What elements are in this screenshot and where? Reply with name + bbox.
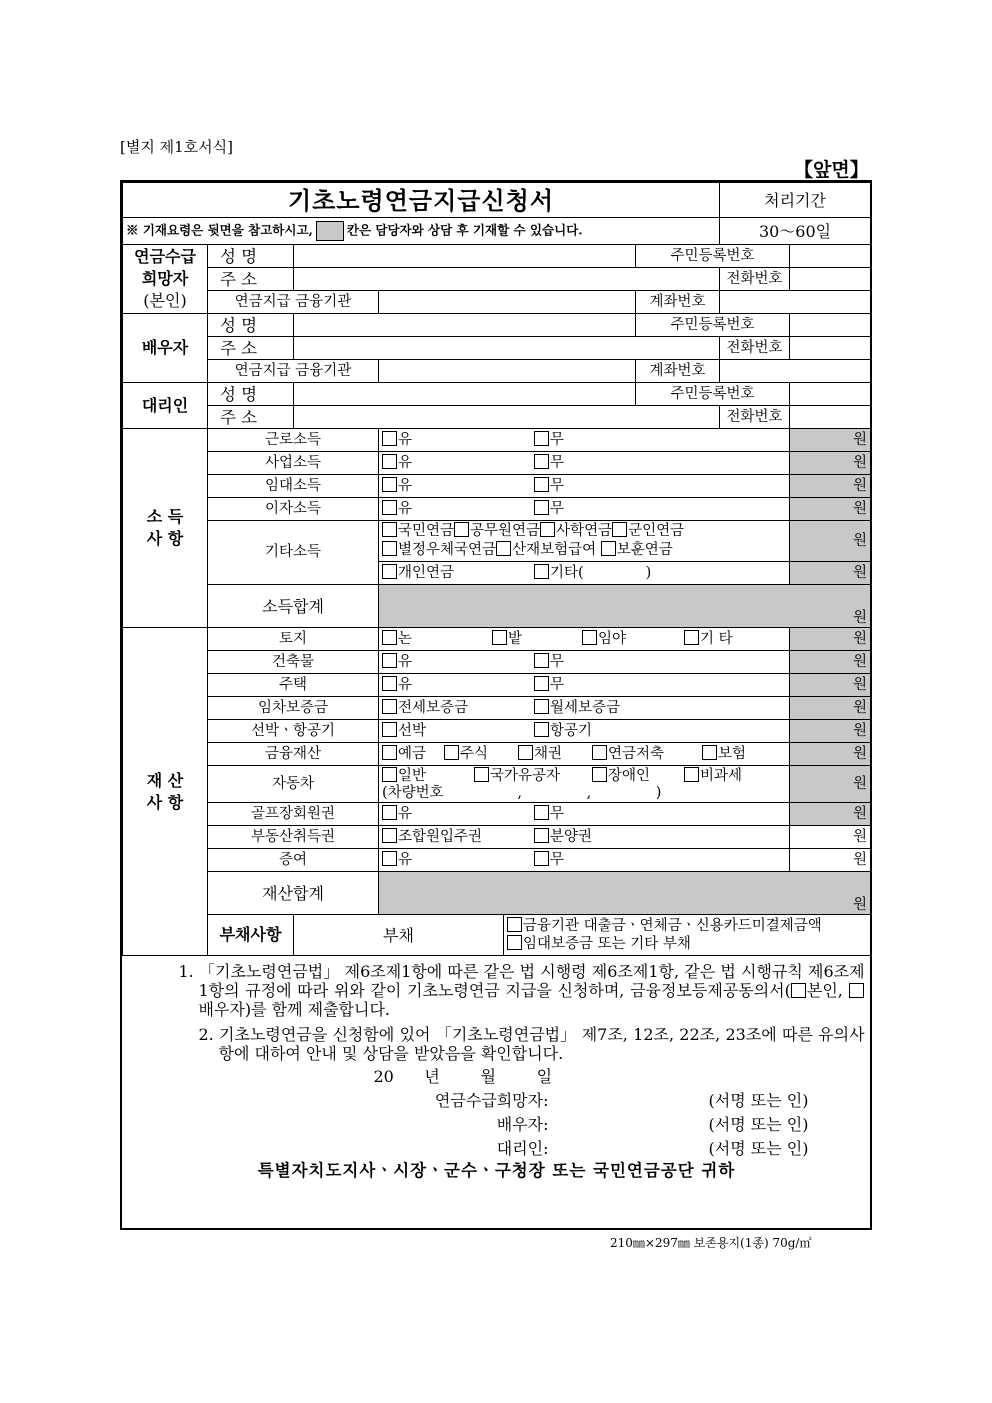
building-yes-checkbox[interactable]: 유 [382,653,534,671]
applicant-phone-label: 전화번호 [720,268,790,291]
interest-no-checkbox[interactable]: 무 [534,500,564,518]
signer-agent: 대리인: (서명 또는 인) [129,1137,865,1161]
spouse-address-field[interactable] [294,337,720,360]
jeonse-deposit-checkbox[interactable]: 전세보증금 [382,699,534,717]
application-form [120,180,872,1230]
applicant-rrn-label: 주민등록번호 [636,245,790,268]
civil-pension-checkbox[interactable]: 공무원연금 [454,523,540,539]
post-office-pension-checkbox[interactable]: 별정우체국연금 [382,542,496,558]
loan-debt-checkbox[interactable]: 금융기관 대출금ㆍ연체금ㆍ신용카드미결제금액 [507,918,822,934]
realestate-right-options [379,826,790,849]
car-label: 자동차 [208,766,379,803]
form-title: 기초노령연금지급신청서 [123,183,720,218]
agent-phone-label: 전화번호 [720,406,790,429]
agent-section-label: 대리인 [123,383,208,429]
ship-aircraft-label: 선박ㆍ항공기 [208,720,379,743]
house-amount[interactable]: 원 [790,674,871,697]
consent-spouse-checkbox[interactable] [849,983,864,998]
other-income-misc-amount[interactable]: 원 [790,562,871,585]
income-section-label: 소 득 사 항 [123,429,208,628]
spouse-rrn-label: 주민등록번호 [636,314,790,337]
applicant-phone-field[interactable] [790,268,871,291]
applicant-bank-label: 연금지급 금융기관 [208,291,379,314]
grey-cell-sample-icon [316,221,344,241]
gift-yes-checkbox[interactable]: 유 [382,851,534,869]
earned-income-amount[interactable]: 원 [790,429,871,452]
paper-spec-footer: 210㎜×297㎜ 보존용지(1종) 70g/㎡ [610,1236,812,1250]
earned-income-options [379,429,790,452]
land-field-checkbox[interactable]: 밭 [492,630,582,648]
rental-income-amount[interactable]: 원 [790,475,871,498]
form-number: [별지 제1호서식] [120,138,233,156]
earned-yes-checkbox[interactable]: 유 [382,431,534,449]
personal-pension-checkbox[interactable]: 개인연금 [382,564,534,582]
front-side-label: 【앞면】 [794,159,869,181]
addressee: 특별자치도지사ㆍ시장ㆍ군수ㆍ구청장 또는 국민연금공단 귀하 [257,1161,736,1180]
applicant-account-label: 계좌번호 [636,291,720,314]
business-income-label: 사업소득 [208,452,379,475]
spouse-rrn-field[interactable] [790,314,871,337]
ship-aircraft-options [379,720,790,743]
gift-label: 증여 [208,849,379,872]
private-school-pension-checkbox[interactable]: 사학연금 [540,523,612,539]
union-move-in-right-checkbox[interactable]: 조합원입주권 [382,828,534,846]
golf-membership-amount[interactable]: 원 [790,803,871,826]
golf-yes-checkbox[interactable]: 유 [382,805,534,823]
car-disabled-checkbox[interactable]: 장애인 [592,767,684,785]
form-table [122,182,871,1206]
veterans-pension-checkbox[interactable]: 보훈연금 [601,542,673,558]
military-pension-checkbox[interactable]: 군인연금 [612,523,684,539]
earned-income-label: 근로소득 [208,429,379,452]
lease-deposit-options [379,697,790,720]
spouse-section-label: 배우자 [123,314,208,383]
building-options [379,651,790,674]
car-taxfree-checkbox[interactable]: 비과세 [684,767,742,785]
industrial-accident-checkbox[interactable]: 산재보험급여 [496,542,596,558]
rental-yes-checkbox[interactable]: 유 [382,477,534,495]
other-income-pension-amount[interactable]: 원 [790,521,871,562]
property-total-label: 재산합계 [208,872,379,915]
rental-income-label: 임대소득 [208,475,379,498]
agent-name-label: 성 명 [208,383,294,406]
agent-address-label: 주 소 [208,406,294,429]
signer-applicant: 연금수급희망자: (서명 또는 인) [129,1089,865,1113]
signer-agent-seal[interactable]: (서명 또는 인) [708,1139,809,1158]
monthly-deposit-checkbox[interactable]: 월세보증금 [534,699,620,717]
signer-spouse: 배우자: (서명 또는 인) [129,1113,865,1137]
applicant-section-label: 연금수급 희망자 (본인) [123,245,208,314]
property-section-label: 재 산 사 항 [123,628,208,956]
declaration-paragraph-2: 2. 기초노령연금을 신청함에 있어 「기초노령연금법」 제7조, 12조, 22조, 23조에 따른 유의사항에 대하여 안내 및 상담을 받았음을 확인합니다. [198,1025,865,1063]
application-date[interactable]: 20 년 월 일 [373,1067,553,1086]
aircraft-checkbox[interactable]: 항공기 [534,722,592,740]
interest-income-amount[interactable]: 원 [790,498,871,521]
car-amount[interactable]: 원 [790,766,871,803]
financial-assets-label: 금융재산 [208,743,379,766]
other-income-misc-options [379,562,790,585]
debt-options [504,915,871,956]
gift-options [379,849,790,872]
land-other-checkbox[interactable]: 기 타 [684,630,733,648]
debt-label: 부채 [294,915,504,956]
land-forest-checkbox[interactable]: 임야 [582,630,684,648]
car-veteran-checkbox[interactable]: 국가유공자 [474,767,592,785]
financial-assets-amount[interactable]: 원 [790,743,871,766]
bonds-checkbox[interactable]: 채권 [518,745,592,763]
ship-checkbox[interactable]: 선박 [382,722,534,740]
signer-applicant-seal[interactable]: (서명 또는 인) [708,1091,809,1110]
interest-yes-checkbox[interactable]: 유 [382,500,534,518]
declaration-paragraph-1: 1. 「기초노령연금법」 제6조제1항에 따른 같은 법 시행령 제6조제1항, 같은 법 시행규칙 제6조제1항의 규정에 따라 위와 같이 기초노령연금 지급을 신청하며, 금융정보등제공동의서( 본인, 배우자)를 함께 제출합니다. [178,962,865,1019]
applicant-account-field[interactable] [720,291,871,314]
land-options [379,628,790,651]
declaration-area [123,956,871,1207]
processing-period-value: 30～60일 [720,218,871,245]
business-income-options [379,452,790,475]
income-total-amount[interactable]: 원 [379,585,871,628]
pension-savings-checkbox[interactable]: 연금저축 [592,745,702,763]
rental-no-checkbox[interactable]: 무 [534,477,564,495]
golf-no-checkbox[interactable]: 무 [534,805,564,823]
insurance-checkbox[interactable]: 보험 [702,745,746,763]
other-income-label: 기타소득 [208,521,379,585]
spouse-bank-label: 연금지급 금융기관 [208,360,379,383]
business-income-amount[interactable]: 원 [790,452,871,475]
rental-income-options [379,475,790,498]
agent-rrn-field[interactable] [790,383,871,406]
agent-address-field[interactable] [294,406,720,429]
spouse-name-field[interactable] [294,314,636,337]
applicant-address-label: 주 소 [208,268,294,291]
agent-name-field[interactable] [294,383,636,406]
interest-income-label: 이자소득 [208,498,379,521]
car-options [379,766,790,803]
business-no-checkbox[interactable]: 무 [534,454,564,472]
financial-assets-options [379,743,790,766]
interest-income-options [379,498,790,521]
house-label: 주택 [208,674,379,697]
signer-spouse-seal[interactable]: (서명 또는 인) [708,1115,809,1134]
savings-checkbox[interactable]: 예금 [382,745,444,763]
spouse-phone-label: 전화번호 [720,337,790,360]
instruction-note: ※ 기재요령은 뒷면을 참고하시고, 칸은 담당자와 상담 후 기재할 수 있습니다. [123,218,720,245]
land-paddy-checkbox[interactable]: 논 [382,630,492,648]
gift-amount[interactable]: 원 [790,849,871,872]
other-income-pension-options [379,521,790,562]
lease-deposit-label: 임차보증금 [208,697,379,720]
applicant-rrn-field[interactable] [790,245,871,268]
deposit-debt-checkbox[interactable]: 임대보증금 또는 기타 부채 [507,936,691,952]
realestate-right-amount[interactable]: 원 [790,826,871,849]
processing-period-label: 처리기간 [720,183,871,218]
applicant-name-field[interactable] [294,245,636,268]
stocks-checkbox[interactable]: 주식 [444,745,518,763]
applicant-bank-field[interactable] [379,291,636,314]
car-regular-checkbox[interactable]: 일반 [382,767,474,785]
ship-aircraft-amount[interactable]: 원 [790,720,871,743]
applicant-address-field[interactable] [294,268,720,291]
debt-section-label: 부채사항 [208,915,294,956]
land-amount[interactable]: 원 [790,628,871,651]
building-label: 건축물 [208,651,379,674]
lease-deposit-amount[interactable]: 원 [790,697,871,720]
house-yes-checkbox[interactable]: 유 [382,676,534,694]
realestate-right-label: 부동산취득권 [208,826,379,849]
consent-self-checkbox[interactable] [791,983,806,998]
house-no-checkbox[interactable]: 무 [534,676,564,694]
earned-no-checkbox[interactable]: 무 [534,431,564,449]
land-label: 토지 [208,628,379,651]
spouse-account-field[interactable] [720,360,871,383]
spouse-name-label: 성 명 [208,314,294,337]
spouse-phone-field[interactable] [790,337,871,360]
agent-rrn-label: 주민등록번호 [636,383,790,406]
applicant-name-label: 성 명 [208,245,294,268]
business-yes-checkbox[interactable]: 유 [382,454,534,472]
gift-no-checkbox[interactable]: 무 [534,851,564,869]
building-amount[interactable]: 원 [790,651,871,674]
income-total-label: 소득합계 [208,585,379,628]
presale-right-checkbox[interactable]: 분양권 [534,828,592,846]
property-total-amount[interactable]: 원 [379,872,871,915]
agent-phone-field[interactable] [790,406,871,429]
spouse-bank-field[interactable] [379,360,636,383]
spouse-address-label: 주 소 [208,337,294,360]
spouse-account-label: 계좌번호 [636,360,720,383]
golf-membership-label: 골프장회원권 [208,803,379,826]
car-plate-field[interactable]: (차량번호 , , ) [382,784,662,801]
building-no-checkbox[interactable]: 무 [534,653,564,671]
golf-membership-options [379,803,790,826]
national-pension-checkbox[interactable]: 국민연금 [382,523,454,539]
house-options [379,674,790,697]
other-misc-checkbox[interactable]: 기타( ) [534,564,651,582]
